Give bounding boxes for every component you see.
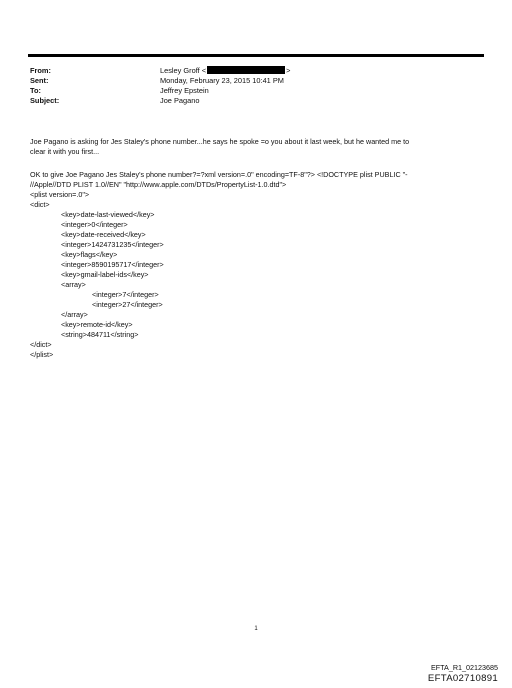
plist-line: <integer>0</integer> [61,220,128,229]
body-paragraph-2 [30,170,480,190]
plist-block [30,190,164,360]
plist-line: <integer>1424731235</integer> [61,240,164,249]
bates-number-bottom: EFTA02710891 [427,673,498,684]
plist-line: <integer>27</integer> [92,300,163,309]
to-label: To: [30,86,41,95]
to-row [30,86,482,96]
bates-number-top: EFTA_R1_02123685 [431,663,498,672]
plist-line: </array> [61,310,88,319]
plist-line: <key>flags</key> [61,250,118,259]
body-line: //Apple//DTD PLIST 1.0//EN" "http://www.apple.com/DTDs/PropertyList-1.0.dtd"> [30,180,287,189]
plist-line: <string>484711</string> [61,330,139,339]
plist-line: <key>remote-id</key> [61,320,133,329]
page-number: 1 [254,626,258,632]
from-label: From: [30,66,51,75]
plist-line: <key>date-received</key> [61,230,146,239]
sent-label: Sent: [30,76,49,85]
plist-line: <dict> [30,200,50,209]
from-name: Lesley Groff < [160,66,207,75]
from-suffix: > [286,66,291,75]
body-line: Joe Pagano is asking for Jes Staley's phone number...he says he spoke =o you about it last week, but he wanted me to [30,137,410,146]
plist-line: <integer>7</integer> [92,290,159,299]
email-header [30,66,482,106]
plist-line: </plist> [30,350,54,359]
plist-line: <key>date-last-viewed</key> [61,210,155,219]
plist-line: <key>gmail-label-ids</key> [61,270,149,279]
plist-line: <plist version=.0"> [30,190,90,199]
plist-line: <integer>8590195717</integer> [61,260,164,269]
sent-value: Monday, February 23, 2015 10:41 PM [160,76,284,85]
from-row [30,66,482,76]
body-line: clear it with you first... [30,147,100,156]
redaction-box [207,66,285,74]
subject-row [30,96,482,106]
to-value: Jeffrey Epstein [160,86,209,95]
body-paragraph-1 [30,137,480,157]
body-line: OK to give Joe Pagano Jes Staley's phone number?=?xml version=.0" encoding=TF-8"?> <!DOCTYPE plist PUBLIC "- [30,170,408,179]
plist-line: </dict> [30,340,52,349]
sent-row [30,76,482,86]
subject-label: Subject: [30,96,60,105]
header-rule [28,54,484,57]
plist-line: <array> [61,280,86,289]
from-value [160,66,482,76]
subject-value: Joe Pagano [160,96,200,105]
